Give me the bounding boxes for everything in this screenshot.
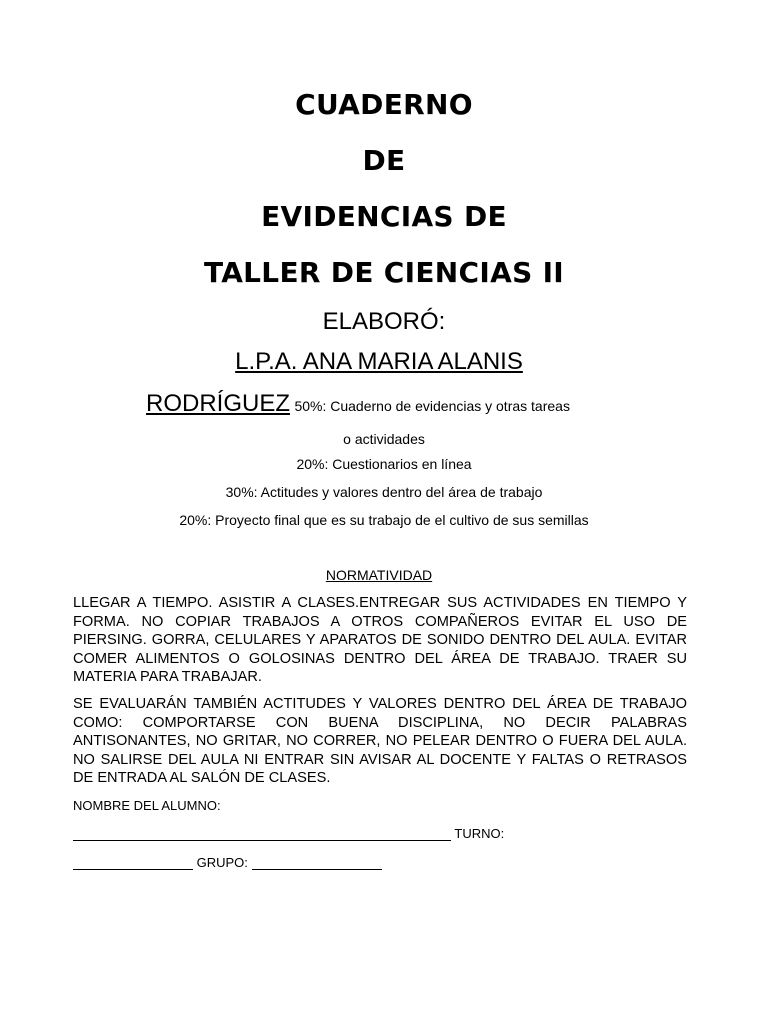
evaluation-item-3: 30%: Actitudes y valores dentro del área de trabajo: [225, 484, 543, 500]
group-label: GRUPO:: [196, 855, 248, 870]
evaluation-item-4: 20%: Proyecto final que es su trabajo de el cultivo de sus semillas: [179, 512, 589, 528]
title-line-3: EVIDENCIAS DE: [261, 200, 507, 233]
author-evaluation-line: [146, 390, 570, 418]
shift-label: TURNO:: [454, 826, 505, 841]
norms-heading: NORMATIVIDAD: [325, 567, 433, 583]
author-name-line-2: RODRÍGUEZ: [146, 390, 290, 417]
evaluation-item-1-continued: o actividades: [343, 431, 425, 447]
author-label: ELABORÓ:: [322, 308, 446, 335]
norms-paragraph-1: LLEGAR A TIEMPO. ASISTIR A CLASES.ENTREGAR SUS ACTIVIDADES EN TIEMPO Y FORMA. NO COPIAR TRABAJOS A OTROS COMPAÑEROS EVITAR EL USO DE PIERSING. GORRA, CELULARES Y APARATOS DE SONIDO DENTRO DEL AULA. EVITAR COMER ALIMENTOS O GOLOSINAS DENTRO DEL ÁREA DE TRABAJO. TRAER SU MATERIA PARA TRABAJAR.: [73, 595, 687, 685]
student-name-row: [73, 826, 504, 841]
evaluation-item-1: 50%: Cuaderno de evidencias y otras tareas: [294, 398, 570, 414]
student-name-blank[interactable]: [73, 826, 451, 841]
shift-blank[interactable]: [73, 855, 193, 870]
norms-paragraph-2: SE EVALUARÁN TAMBIÉN ACTITUDES Y VALORES DENTRO DEL ÁREA DE TRABAJO COMO: COMPORTARSE CON BUENA DISCIPLINA, NO DECIR PALABRAS ANTISONANTES, NO GRITAR, NO CORRER, NO PELEAR DENTRO O FUERA DEL AULA. NO SALIRSE DEL AULA NI ENTRAR SIN AVISAR AL DOCENTE Y FALTAS O RETRASOS DE ENTRADA AL SALÓN DE CLASES.: [73, 696, 687, 786]
evaluation-item-2: 20%: Cuestionarios en línea: [296, 456, 472, 472]
student-name-label: NOMBRE DEL ALUMNO:: [73, 798, 221, 813]
title-line-4: TALLER DE CIENCIAS II: [203, 256, 565, 289]
title-line-1: CUADERNO: [295, 88, 473, 121]
shift-group-row: [73, 855, 382, 870]
group-blank[interactable]: [252, 855, 382, 870]
title-line-2: DE: [362, 144, 406, 177]
author-name-line-1: L.P.A. ANA MARIA ALANIS: [235, 348, 523, 375]
